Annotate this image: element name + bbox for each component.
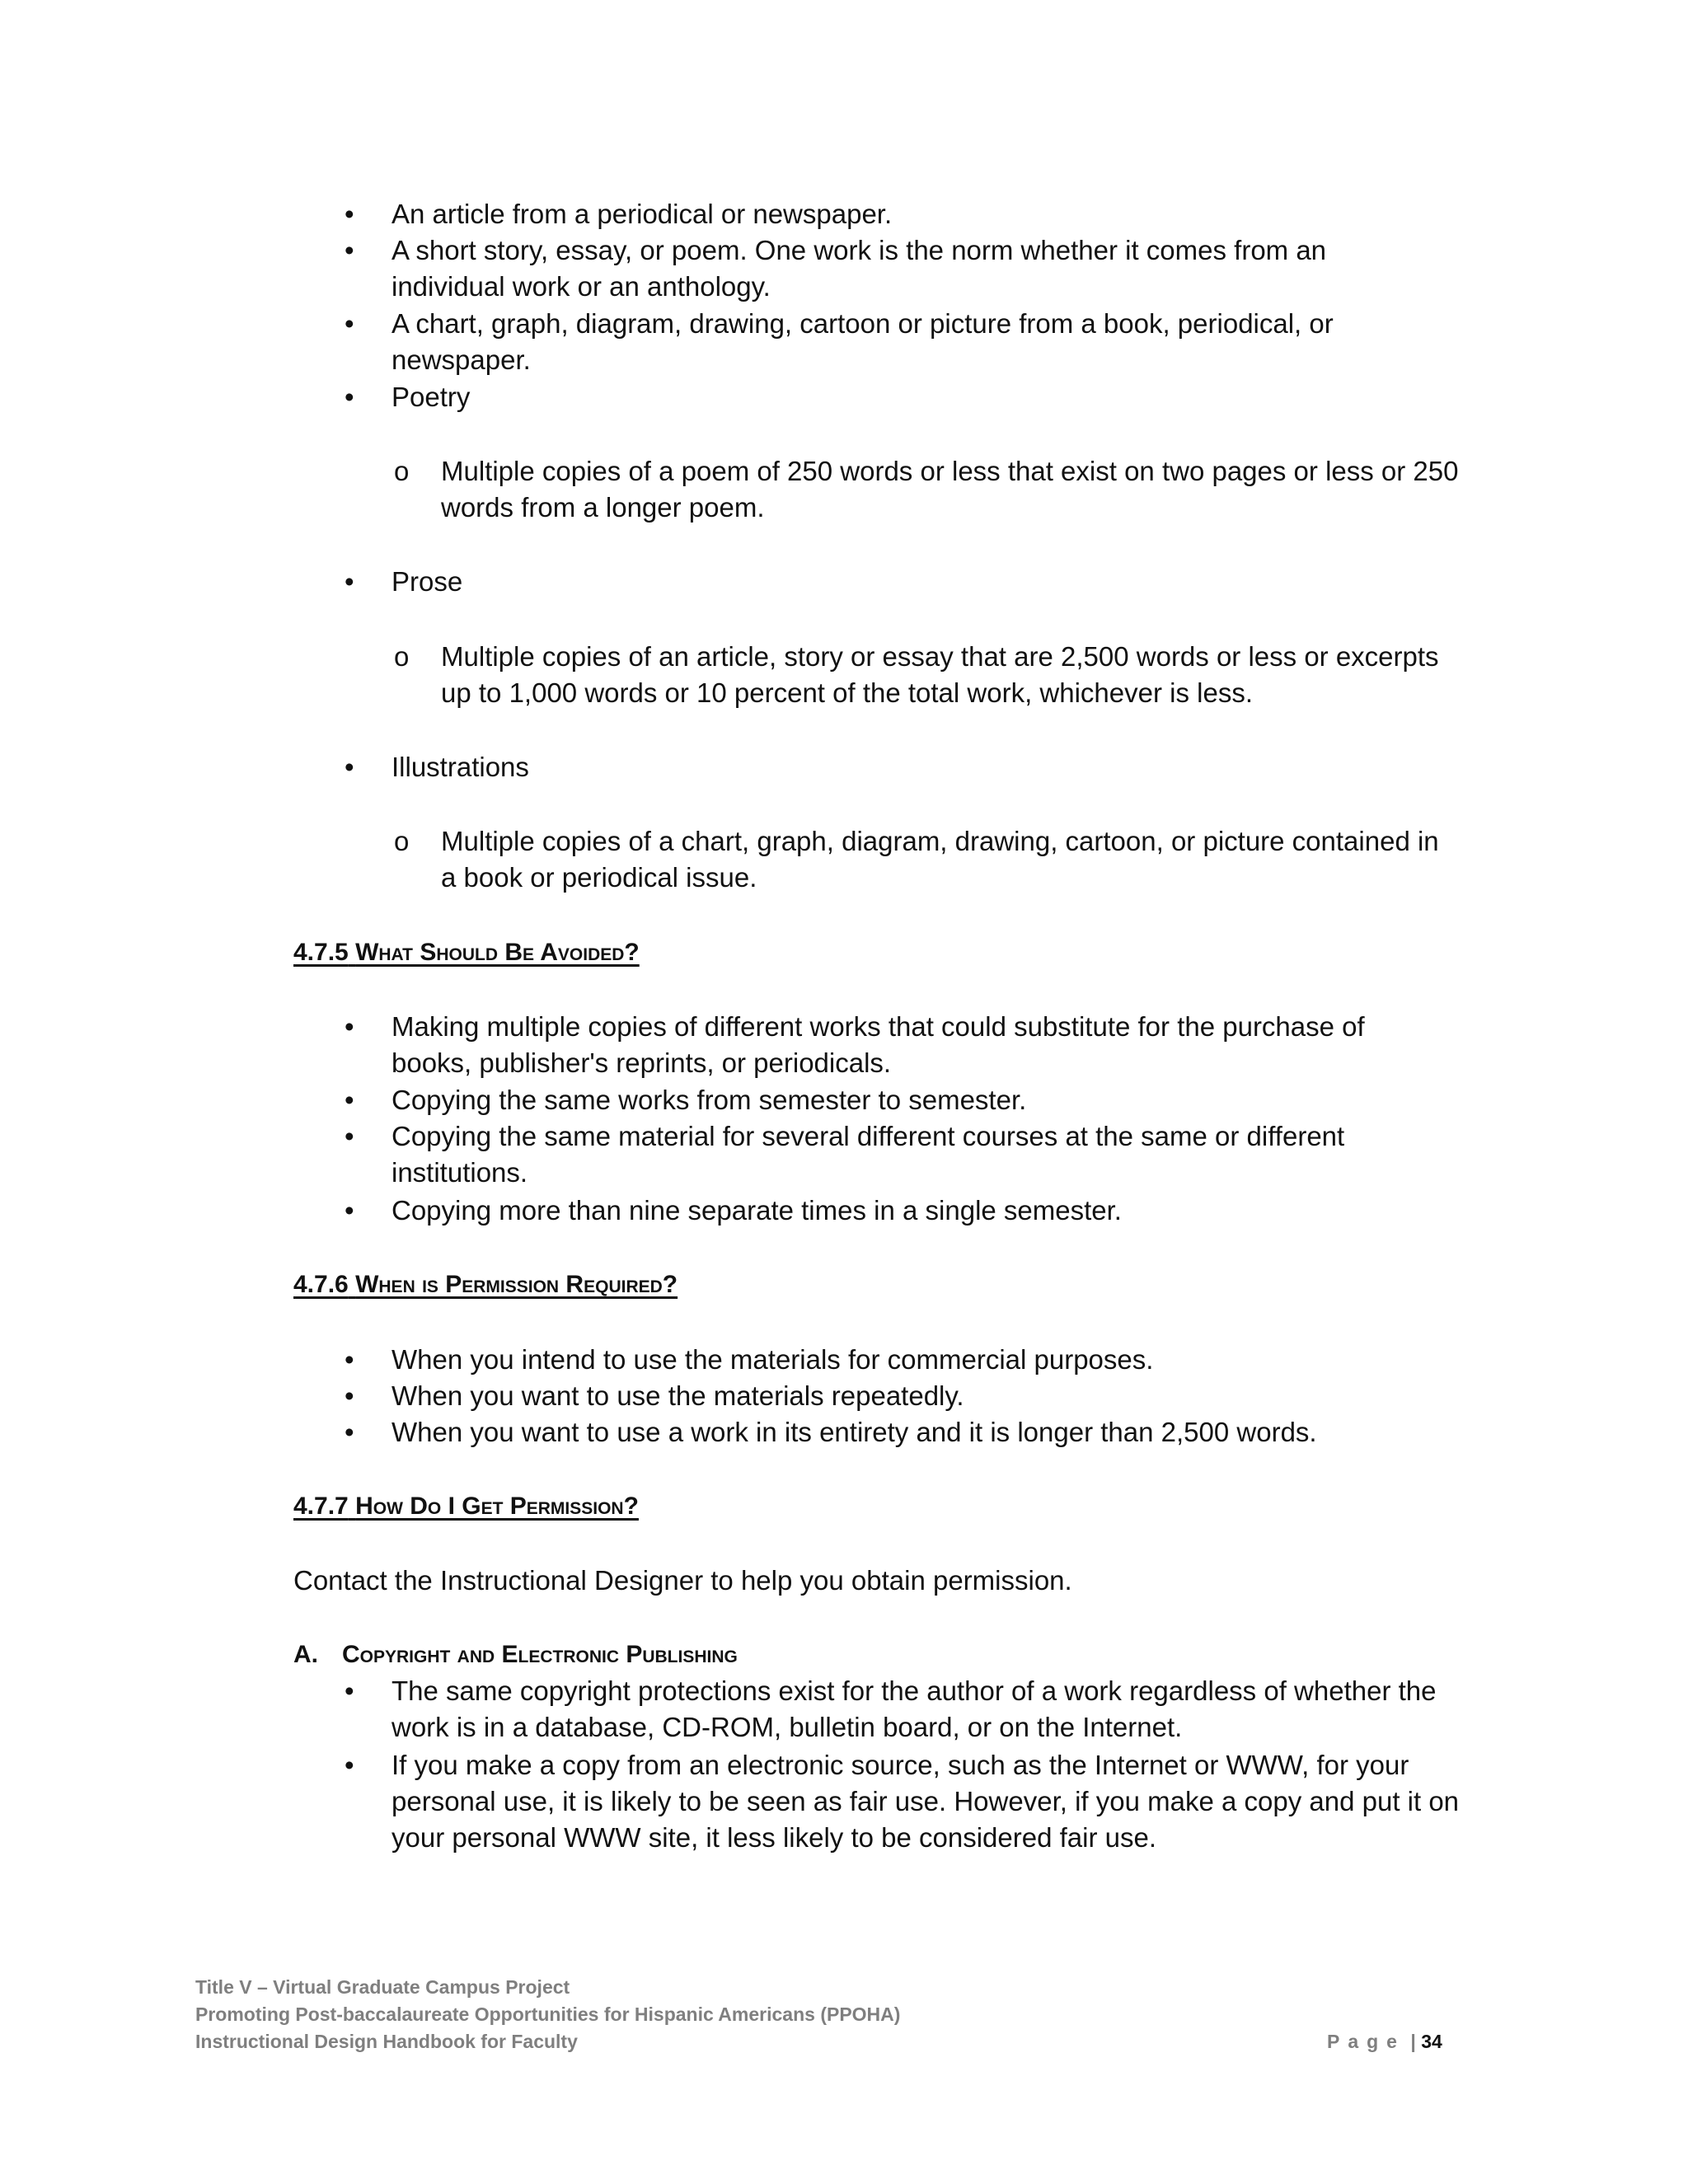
list-item-continuation: individual work or an anthology. <box>392 271 771 302</box>
list-bullet: • <box>345 199 354 229</box>
list-item-continuation: work is in a database, CD-ROM, bulletin board, or on the Internet. <box>392 1712 1183 1742</box>
body-paragraph: Contact the Instructional Designer to help you obtain permission. <box>293 1565 1072 1596</box>
sub-list-item: Multiple copies of an article, story or essay that are 2,500 words or less or excerpts <box>441 641 1439 672</box>
sub-list-item: Multiple copies of a chart, graph, diagram, drawing, cartoon, or picture contained in <box>441 826 1439 856</box>
list-item: The same copyright protections exist for the author of a work regardless of whether the <box>392 1675 1437 1706</box>
section-number: 4.7.7 <box>293 1493 349 1520</box>
list-bullet: • <box>345 382 354 412</box>
list-bullet: • <box>345 1011 354 1042</box>
list-bullet: • <box>345 1121 354 1151</box>
list-bullet: • <box>345 235 354 265</box>
list-bullet: • <box>345 566 354 597</box>
section-title: When is Permission Required? <box>355 1271 678 1298</box>
section-heading-4-7-6 <box>293 1268 678 1301</box>
subsection-letter: A. <box>293 1641 318 1668</box>
list-item-poetry: Poetry <box>392 382 471 412</box>
section-number: 4.7.5 <box>293 939 349 966</box>
list-item: An article from a periodical or newspaper. <box>392 199 893 229</box>
list-item-continuation: your personal WWW site, it less likely to be considered fair use. <box>392 1822 1157 1853</box>
list-item: Copying the same material for several different courses at the same or different <box>392 1121 1345 1151</box>
list-bullet: • <box>345 308 354 339</box>
list-bullet: • <box>345 1417 354 1447</box>
footer-handbook-title: Instructional Design Handbook for Faculty <box>195 2031 578 2052</box>
list-bullet: • <box>345 752 354 782</box>
page-separator: | <box>1410 2031 1416 2052</box>
list-item-continuation: personal use, it is likely to be seen as fair use. However, if you make a copy and put it on <box>392 1786 1460 1816</box>
list-bullet: • <box>345 1380 354 1411</box>
list-item: Copying the same works from semester to semester. <box>392 1085 1027 1115</box>
sub-list-bullet: o <box>394 456 410 486</box>
list-item: When you intend to use the materials for commercial purposes. <box>392 1344 1154 1375</box>
section-heading-4-7-5 <box>293 936 640 969</box>
sub-list-item-continuation: a book or periodical issue. <box>441 862 757 893</box>
list-item: A short story, essay, or poem. One work is the norm whether it comes from an <box>392 235 1327 265</box>
sub-list-item-continuation: words from a longer poem. <box>441 492 765 523</box>
list-item: When you want to use a work in its entirety and it is longer than 2,500 words. <box>392 1417 1317 1447</box>
page-label: Page <box>1327 2031 1405 2052</box>
list-item: Copying more than nine separate times in a single semester. <box>392 1195 1122 1226</box>
section-title: What Should Be Avoided? <box>355 939 640 966</box>
sub-list-bullet: o <box>394 641 410 672</box>
list-bullet: • <box>345 1750 354 1780</box>
footer-program-title: Promoting Post-baccalaureate Opportunities for Hispanic Americans (PPOHA) <box>195 2004 901 2025</box>
sub-list-bullet: o <box>394 826 410 856</box>
list-bullet: • <box>345 1085 354 1115</box>
page-number: 34 <box>1421 2031 1442 2052</box>
page-number-block <box>1327 2028 1442 2055</box>
section-title: How Do I Get Permission? <box>355 1493 639 1520</box>
list-item-continuation: institutions. <box>392 1157 528 1188</box>
list-item-illustrations: Illustrations <box>392 752 529 782</box>
list-item: If you make a copy from an electronic source, such as the Internet or WWW, for your <box>392 1750 1409 1780</box>
list-item: A chart, graph, diagram, drawing, cartoon or picture from a book, periodical, or <box>392 308 1334 339</box>
sub-list-item: Multiple copies of a poem of 250 words or less that exist on two pages or less or 250 <box>441 456 1459 486</box>
list-bullet: • <box>345 1675 354 1706</box>
list-bullet: • <box>345 1344 354 1375</box>
list-bullet: • <box>345 1195 354 1226</box>
section-number: 4.7.6 <box>293 1271 349 1298</box>
list-item-prose: Prose <box>392 566 463 597</box>
list-item-continuation: newspaper. <box>392 344 531 375</box>
subsection-title: Copyright and Electronic Publishing <box>342 1641 738 1668</box>
list-item: Making multiple copies of different works that could substitute for the purchase of <box>392 1011 1365 1042</box>
list-item: When you want to use the materials repeatedly. <box>392 1380 964 1411</box>
sub-list-item-continuation: up to 1,000 words or 10 percent of the total work, whichever is less. <box>441 677 1254 708</box>
list-item-continuation: books, publisher's reprints, or periodicals. <box>392 1047 892 1078</box>
footer-project-title: Title V – Virtual Graduate Campus Project <box>195 1976 570 1998</box>
section-heading-4-7-7 <box>293 1490 639 1523</box>
